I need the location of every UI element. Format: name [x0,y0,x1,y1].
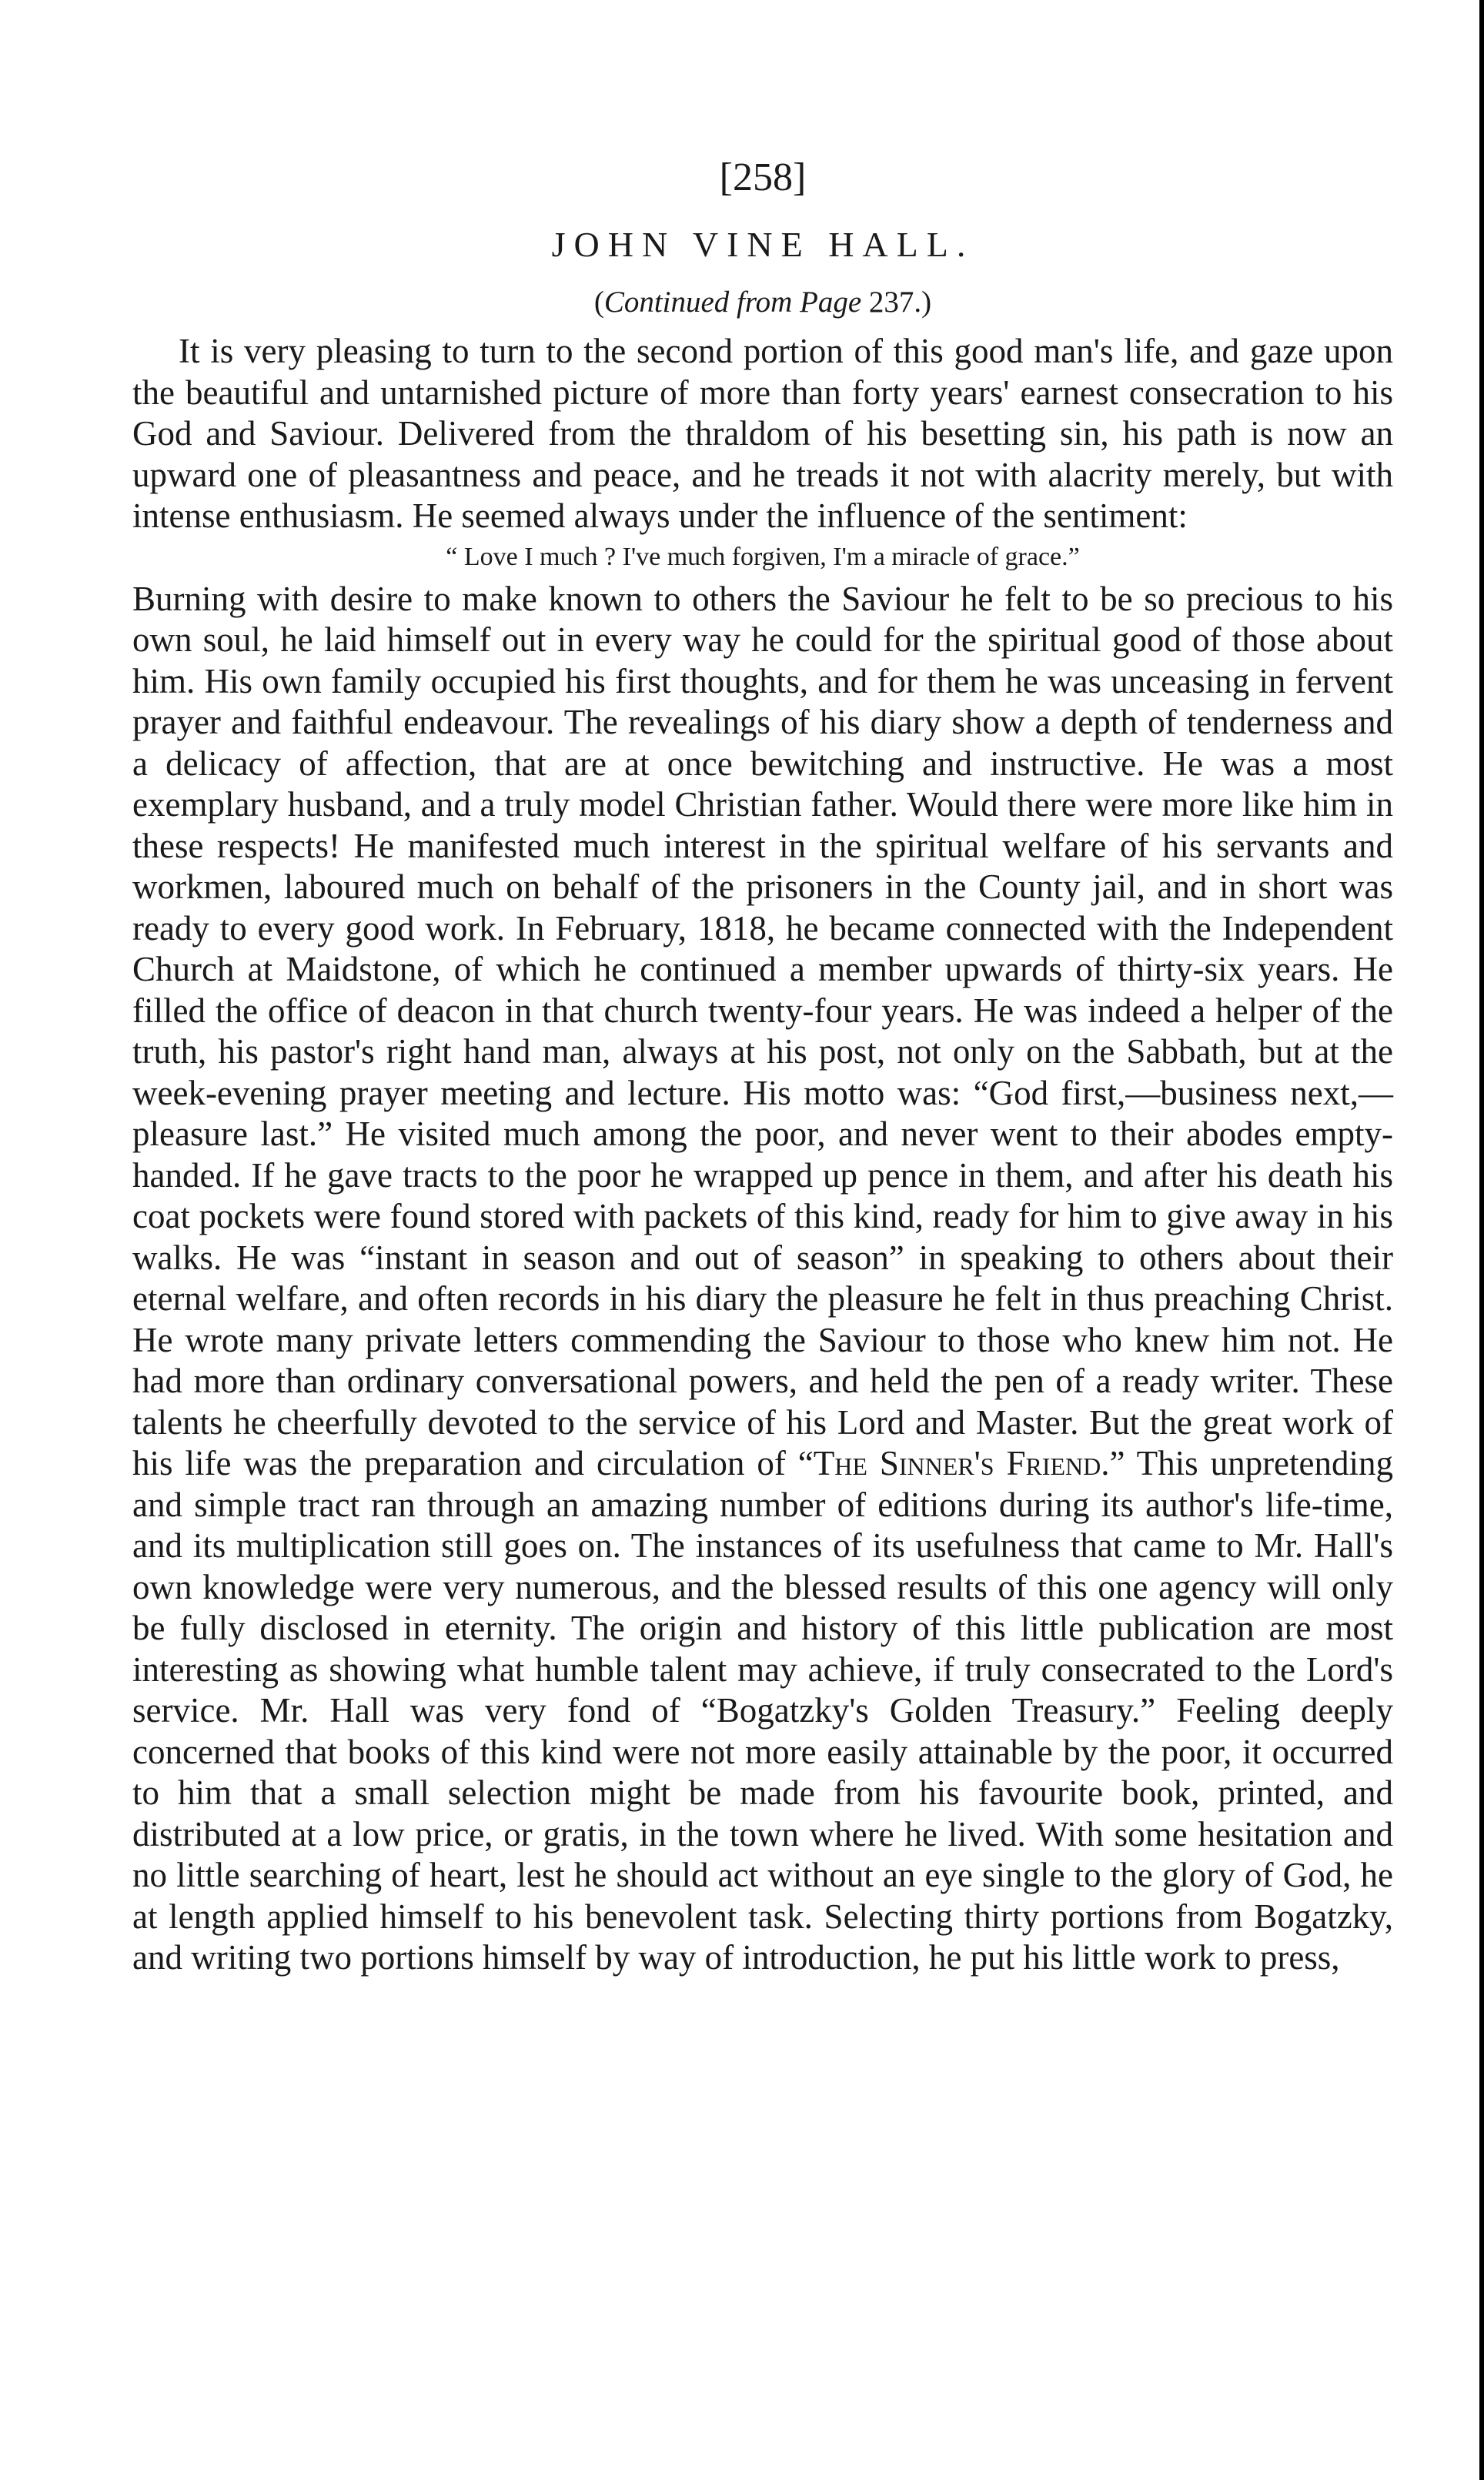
article-title: JOHN VINE HALL. [551,225,974,265]
paragraph-1: It is very pleasing to turn to the second portion of this good man's life, and gaze upon the beautiful and untarnished picture of more than forty years' earnest consecration to his God and Saviour. Delivered from the thraldom of his besetting sin, his path is now an upward one of pleasantness and peace, and he treads it not with alacrity merely, but with intense enthusiasm. He seemed always under the influence of the sentiment: [132,332,1393,536]
article-subtitle [132,283,1393,323]
page-number: [258] [719,155,807,199]
subtitle-page: 237.) [861,285,932,319]
paragraph-2-part-2: ” This unpretending and simple tract ran through an amazing number of editions during its author's life-time, and its multiplication still goes on. The instances of its usefulness that came to Mr. Hall's own knowledge were very numerous, and the blessed results of this one agency will only be fully disclosed in eternity. The origin and history of this little publication are most interesting as showing what humble talent may achieve, if truly consecrated to the Lord's service. Mr. Hall was very fond of “Bogatzky's Golden Treasury.” Feeling deeply concerned that books of this kind were not more easily attainable by the poor, it occurred to him that a small selection might be made from his favourite book, printed, and distributed at a low price, or gratis, in the town where he lived. With some hesitation and no little searching of heart, lest he should act without an eye single to the glory of God, he at length applied himself to his benevolent task. Selecting thirty portions from Bogatzky, and writing two portions himself by way of introduction, he put his little work to press, [132,1444,1394,1977]
page-edge-border [1479,0,1484,2480]
subtitle-italic: Continued from Page [603,285,862,319]
paragraph-2 [132,579,1393,1979]
subtitle-open: ( [593,285,604,319]
paragraph-2-part-1: Burning with desire to make known to others the Saviour he felt to be so precious to his own soul, he laid himself out in every way he could for the spiritual good of those about him. His own family occupied his first thoughts, and for them he was unceasing in fervent prayer and faithful endeavour. The revealings of his diary show a depth of tenderness and a delicacy of affection, that are at once bewitching and instructive. He was a most exemplary husband, and a truly model Christian father. Would there were more like him in these respects! He manifested much interest in the spiritual welfare of his servants and workmen, laboured much on behalf of the prisoners in the County jail, and in short was ready to every good work. In February, 1818, he became connected with the Independent Church at Maidstone, of which he continued a member upwards of thirty-six years. He filled the office of deacon in that church twenty-four years. He was indeed a helper of the truth, his pastor's right hand man, always at his post, not only on the Sabbath, but at the week-evening prayer meeting and lecture. His motto was: “God first,—business next,—pleasure last.” He visited much among the poor, and never went to their abodes empty-handed. If he gave tracts to the poor he wrapped up pence in them, and after his death his coat pockets were found stored with packets of this kind, ready for him to give away in his walks. He was “instant in season and out of season” in speaking to others about their eternal welfare, and often records in his diary the pleasure he felt in thus preaching Christ. He wrote many private letters commending the Saviour to those who knew him not. He had more than ordinary conversational powers, and held the pen of a ready writer. These talents he cheerfully devoted to the service of his Lord and Master. But the great work of his life was the preparation and circulation of “ [132,579,1393,1483]
document-page [132,154,1393,1979]
tract-title: The Sinner's Friend. [813,1444,1110,1483]
quotation: “ Love I much ? I've much forgiven, I'm a miracle of grace.” [446,542,1080,571]
